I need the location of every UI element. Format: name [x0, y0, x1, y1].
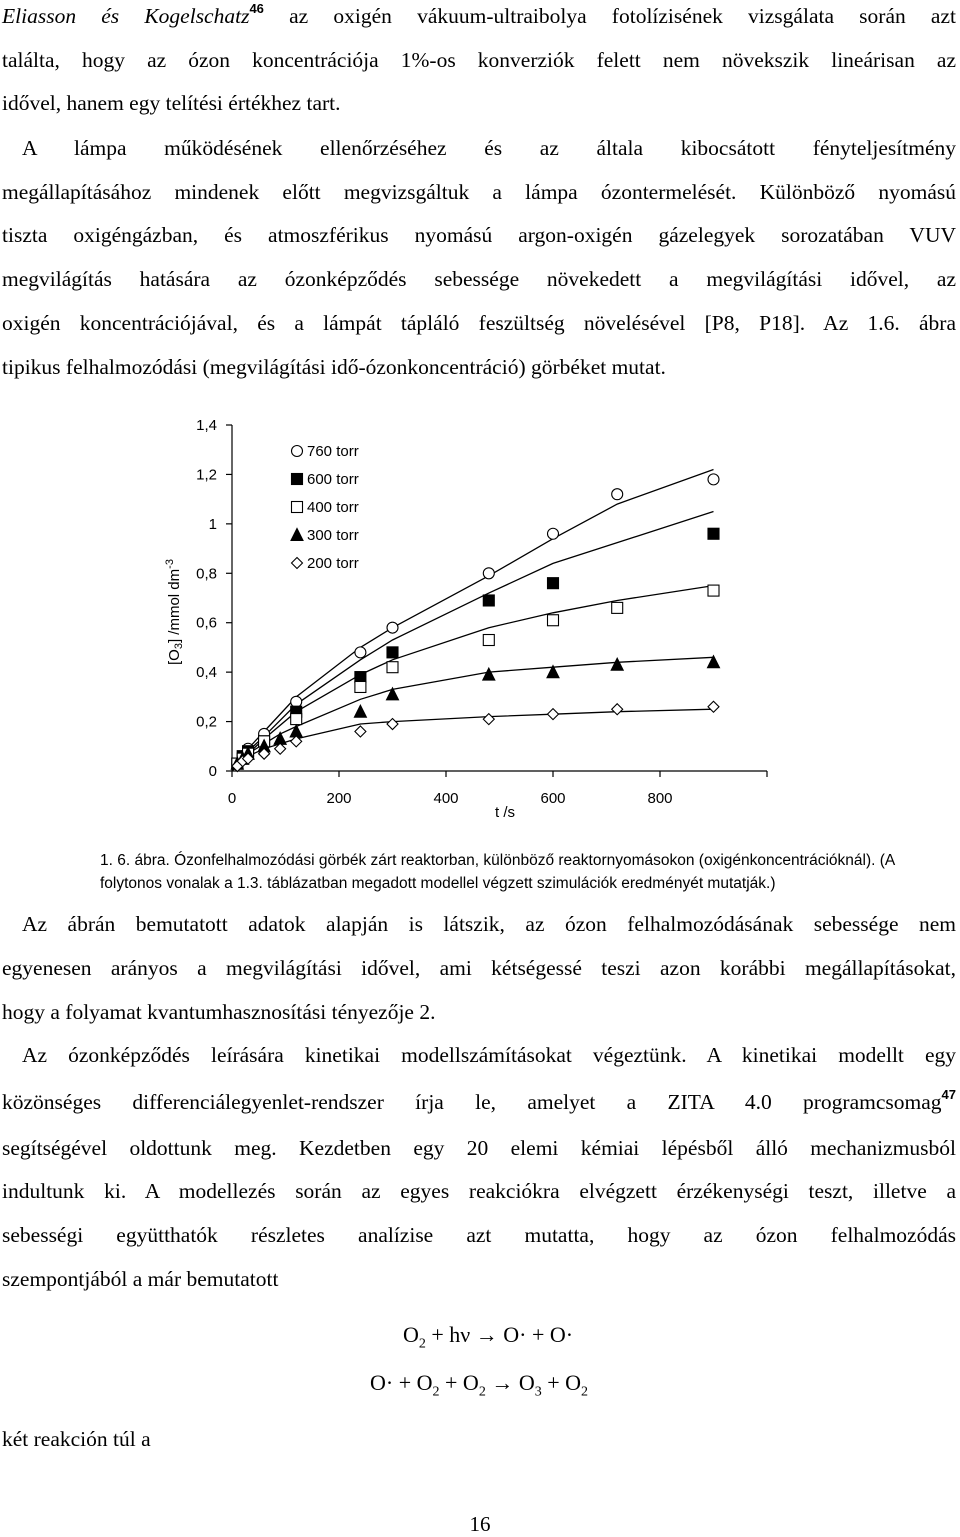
data-point: [611, 658, 623, 670]
data-point: [708, 528, 719, 539]
para2-line1: A lámpa működésének ellenőrzéséhez és az általa kibocsátott fényteljesítmény: [22, 136, 956, 160]
model-curve-3: [232, 657, 714, 771]
y-axis-label: $[O_3]$ /mmol $dm^{-3}$: [164, 559, 185, 665]
y-tick-label: 0: [208, 763, 217, 780]
para4-line5: sebességi együtthatók részletes analízise azt mutatta, hogy az ózon felhalmozódás: [2, 1223, 956, 1247]
legend-marker: [291, 529, 303, 541]
para3-line1: Az ábrán bemutatott adatok alapján is látszik, az ózon felhalmozódásának sebessége nem: [22, 912, 956, 936]
page-number: 16: [469, 1512, 491, 1536]
data-point: [612, 489, 623, 500]
legend-label: 760 torr: [307, 443, 359, 460]
model-curve-2: [232, 586, 714, 771]
para4-line2: [2, 1089, 956, 1115]
y-tick-label: 0,6: [196, 614, 217, 632]
y-tick-label: 0,4: [196, 664, 217, 682]
data-point: [483, 595, 494, 606]
para2-line4: megvilágítás hatására az ózonképződés sebessége növekedett a megvilágítási idővel, az: [2, 267, 956, 291]
data-point: [355, 726, 366, 737]
legend-label: 200 torr: [307, 555, 359, 572]
para1-line1: [2, 3, 956, 29]
data-point: [387, 647, 398, 658]
data-point: [483, 714, 494, 725]
para2-line2: megállapításához mindenek előtt megvizsgáltuk a lámpa ózontermelését. Különböző nyomású: [2, 180, 956, 204]
equation-2: $O\cdot + O_2 + O_2 \to O_3 + O_2$: [370, 1370, 588, 1400]
data-point: [387, 688, 399, 700]
x-tick-label: 400: [433, 790, 459, 807]
x-tick-label: 600: [540, 790, 566, 807]
legend-marker: [292, 502, 303, 513]
data-point: [483, 568, 494, 579]
chart-legend: [291, 443, 359, 572]
x-tick-label: 200: [326, 790, 352, 807]
para1-line2: találta, hogy az ózon koncentrációja 1%-os konverziók felett nem növekszik lineárisan az: [2, 48, 956, 72]
y-tick-label: 1,4: [196, 417, 217, 434]
x-axis-label: t /s: [495, 804, 516, 821]
y-tick-label: 0,8: [196, 565, 217, 583]
model-curves: [232, 470, 714, 772]
legend-label: 300 torr: [307, 527, 359, 544]
data-point: [708, 585, 719, 596]
y-tick-label: 1,2: [196, 466, 217, 484]
figure-caption-line1: 1. 6. ábra. Ózonfelhalmozódási görbék zárt reaktorban, különböző reaktornyomásokon (oxigénkoncentrációknál). (A: [100, 852, 896, 869]
para4-line6: szempontjából a már bemutatott: [2, 1267, 279, 1291]
data-point: [612, 704, 623, 715]
para2-line3: tiszta oxigéngázban, és atmoszférikus nyomású argon-oxigén gázelegyek sorozatában VUV: [2, 223, 956, 247]
data-point: [355, 647, 366, 658]
para2-line6: tipikus felhalmozódási (megvilágítási idő-ózonkoncentráció) görbéket mutat.: [2, 355, 666, 379]
data-point: [387, 662, 398, 673]
para1-line1-text: az oxigén vákuum-ultraibolya fotolízisének vizsgálata során azt: [263, 4, 956, 28]
para4-line3: segítségével oldottunk meg. Kezdetben egy 20 elemi kémiai lépésből álló mechanizmusból: [2, 1136, 956, 1160]
x-tick-label: 800: [647, 790, 673, 807]
para2-line5: oxigén koncentrációjával, és a lámpát tápláló feszültség növelésével [P8, P18]. Az 1.6. ábra: [2, 311, 956, 335]
author-names: Eliasson és Kogelschatz: [2, 4, 250, 28]
data-point: [708, 701, 719, 712]
data-point: [387, 719, 398, 730]
para3-line2: egyenesen arányos a megvilágítási idővel, ami kétségessé teszi azon korábbi megállapításokat,: [2, 956, 956, 980]
data-point: [387, 622, 398, 633]
data-point: [708, 474, 719, 485]
data-point: [483, 635, 494, 646]
y-tick-label: 1: [208, 515, 217, 533]
data-point: [548, 528, 559, 539]
ozone-accumulation-chart: [150, 405, 790, 840]
legend-label: 600 torr: [307, 471, 359, 488]
arrow-icon: →: [475, 1322, 498, 1347]
legend-label: 400 torr: [307, 499, 359, 516]
data-points: [231, 474, 719, 772]
data-point: [291, 714, 302, 725]
data-point: [354, 705, 366, 717]
legend-marker: [292, 446, 303, 457]
data-point: [612, 602, 623, 613]
trailing-text: két reakción túl a: [2, 1427, 151, 1451]
reference-46: 46: [249, 1, 264, 16]
para3-line3: hogy a folyamat kvantumhasznosítási tényezője 2.: [2, 1000, 436, 1024]
data-point: [355, 681, 366, 692]
para1-line3: idővel, hanem egy telítési értékhez tart.: [2, 91, 341, 115]
legend-marker: [292, 474, 303, 485]
legend-marker: [292, 558, 303, 569]
data-point: [548, 709, 559, 720]
data-point: [483, 668, 495, 680]
model-curve-0: [232, 470, 714, 772]
y-tick-label: 0,2: [196, 713, 217, 731]
para4-line1: Az ózonképződés leírására kinetikai modellszámításokat végeztünk. A kinetikai modellt egy: [22, 1043, 956, 1067]
para4-line4: indultunk ki. A modellezés során az egyes reakciókra elvégzett érzékenységi teszt, illetve a: [2, 1179, 956, 1203]
data-point: [548, 578, 559, 589]
para4-line2-text: közönséges differenciálegyenlet-rendszer írja le, amelyet a ZITA 4.0 programcsomag: [2, 1090, 942, 1114]
arrow-icon: →: [491, 1370, 514, 1395]
equation-1: $O_2 + h\nu \to O\cdot + O\cdot$: [403, 1322, 574, 1352]
reference-47: 47: [941, 1087, 956, 1102]
data-point: [548, 615, 559, 626]
figure-caption-line2: folytonos vonalak a 1.3. táblázatban megadott modellel végzett szimulációk eredményét mutatják.): [100, 875, 776, 892]
model-curve-1: [232, 512, 714, 772]
model-curve-4: [232, 709, 714, 771]
x-tick-label: 0: [227, 790, 237, 807]
